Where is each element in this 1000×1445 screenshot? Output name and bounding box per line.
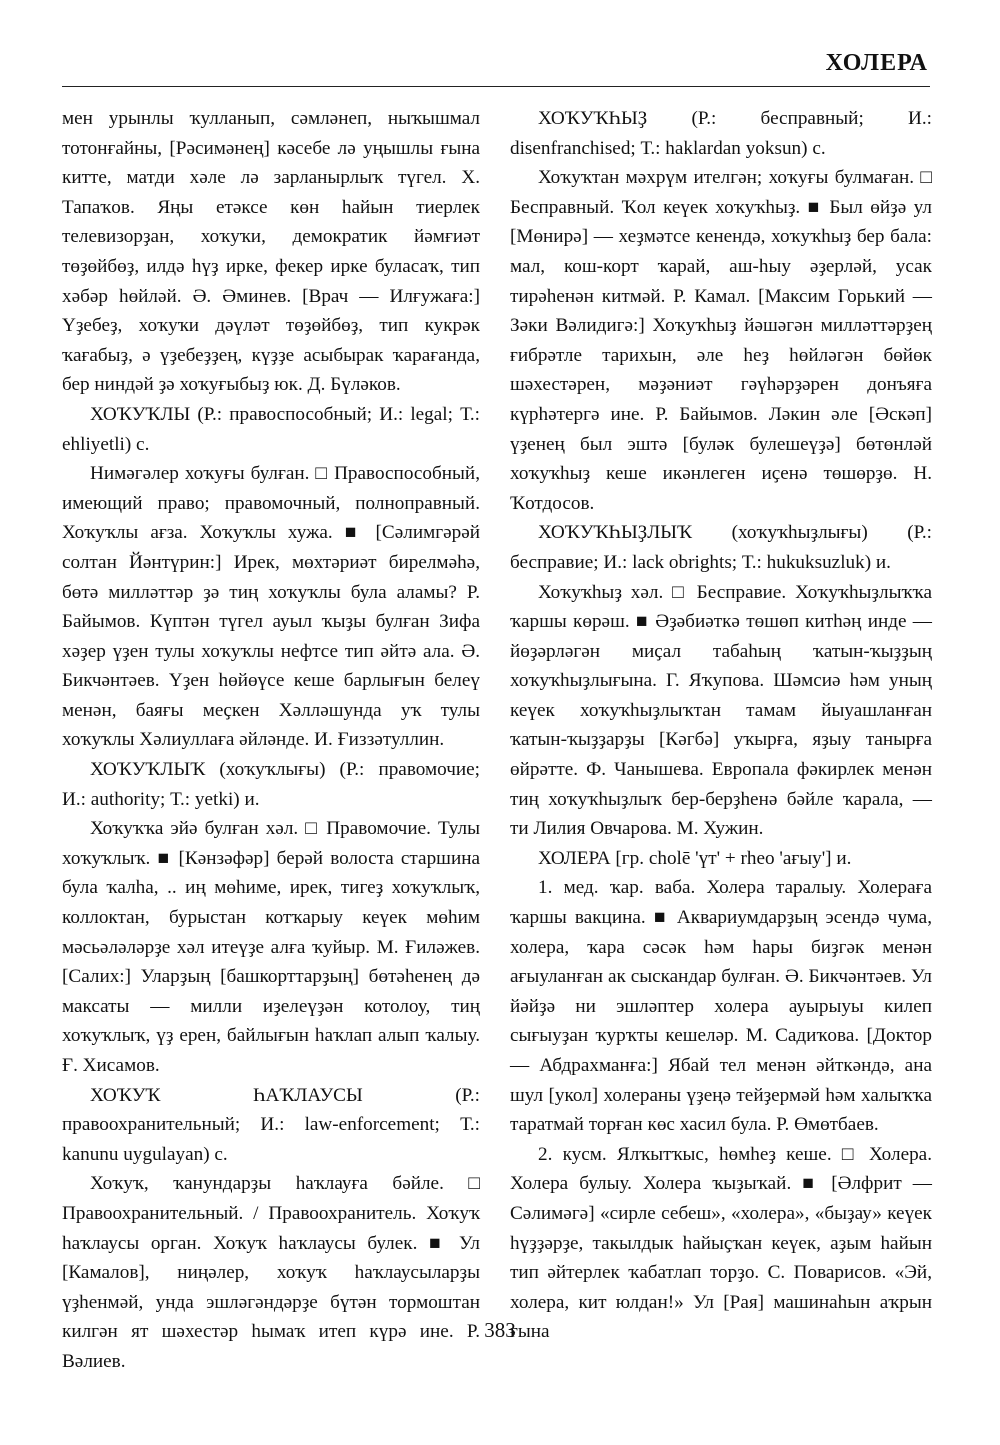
entry-hoquqhyzlyq-body: Хоҡуҡһыҙ хәл. □ Бесправие. Хоҡуҡһыҙлыҡҡа ҡаршы көрәш. ■ Әҙәбиәткә төшөп китһәң инде — йөҙәрләгән миҫал табаһың ҡатын-ҡыҙҙың хоҡуҡһыҙлығына. Г. Яҡупова. Шәмсиә һәм уның кеүек хоҡуҡһыҙлыҡтан тамам йыуашланған ҡатын-ҡыҙҙарҙы [Кәгбә] уҡырға, яҙыу танырға өйрәтте. Ф. Чанышева. Европала фәкирлек менән тиң хоҡуҡһыҙлыҡ бер-берҙһенә бәйле ҡарала, — ти Лилия Овчарова. М. Хужин. — [510, 581, 932, 840]
entry-hoquqlyq-body: Хоҡуҡҡа эйә булған хәл. □ Правомочие. Тулы хоҡуҡлыҡ. ■ [Кәнзәфәр] берәй волоста старшина була ҡалһа, .. иң мөһиме, ирек, тигеҙ хоҡуҡлыҡ, коллоктан, бурыстан котҡарыу кеүек мөһим мәсьәләләрҙе хәл итеүҙе алға ҡуйыр. М. Ғиләжев. [Салих:] Уларҙың [башкорттарҙың] бөтәһенең дә максаты — милли иҙелеүҙән котолоу, тиң хоҡуҡлыҡ, үҙ ерен, байлығын һаҡлап алып ҡалыу. Ғ. Хисамов. — [62, 818, 480, 1076]
entry-hoquq-haqlausy-body: Хоҡуҡ, ҡанундарҙы һаҡлауға бәйле. □ Правоохранительный. / Правоохранитель. Хоҡуҡ һаҡлаусы орган. Хоҡуҡ һаҡлаусы булек. ■ Ул [Камалов], ниңәлер, хоҡуҡ һаҡлаусыларҙы үҙһенмәй, унда эшләгәндәрҙе бүтән тормоштан килгән ят шәхестәр һымаҡ итеп күрә ине. Р. Вәлиев. — [62, 1173, 480, 1372]
entry-hoquqhyzlyq-headword: ХОҠУҠҺЫҘЛЫҠ (хоҡуҡһыҙлығы) (Р.: бесправие; И.: lack obrights; Т.: hukuksuzluk) и. — [510, 522, 932, 573]
entry-hoquq-haqlausy-headword: ХОҠУҠ ҺАҠЛАУСЫ (Р.: правоохранительный; И.: law-enforcement; Т.: kanunu uygulayan) с. — [62, 1084, 480, 1165]
entry-hoquqly-headword: ХОҠУҠЛЫ (Р.: правоспособный; И.: legal; Т.: ehliyetli) с. — [62, 403, 480, 455]
page-number: 383 — [484, 1318, 516, 1342]
entry-hoquqhyz-body: Хоҡуҡтан мәхрүм ителгән; хоҡуғы булмаған. □ Бесправный. Ҡол кеүек хоҡуҡһыҙ. ■ Был өйҙә ул [Мөнирә] — хеҙмәтсе кенендә, хоҡуҡһыҙ бер бала: мал, кош-корт ҡарай, аш-һыу әҙерләй, усак тирәһенән китмәй. Р. Камал. [Максим Горький — Зәки Вәлидигә:] Хоҡуҡһыҙ йәшәгән милләттәрҙең ғибрәтле тарихын, әле һеҙ һөйләгән бөйөк шәхестәрен, мәҙәниәт гәүһәрҙәрен донъяға күрһәтергә ине. Р. Байымов. Ләкин әле [Әскәп] үҙенең был эштә [буләк булешеүҙә] бөтөнләй хоҡуҡһыҙ кеше икәнлеген иҫенә төшөрҙө. Н. Ҡотдосов. — [510, 167, 932, 514]
entry-hoquqhyz-headword: ХОҠУҠҺЫҘ (Р.: бесправный; И.: disenfranchised; Т.: haklardan yoksun) с. — [510, 108, 932, 159]
header-rule — [62, 86, 930, 87]
entry-hoquqlyq-headword: ХОҠУҠЛЫҠ (хоҡуҡлығы) (Р.: правомочие; И.: authority; Т.: yetki) и. — [62, 759, 480, 810]
running-head: ХОЛЕРА — [825, 50, 928, 76]
entry-holera-sense-2: 2. кусм. Ялҡытҡыс, һөмһеҙ кеше. □ Холера. Холера булыу. Холера ҡыҙыҡай. ■ [Әлфрит — Сәлимәгә] «сирле себеш», «холера», «быҙау» кеүек һүҙҙәрҙе, такылдык һайыҫҡан кеүек, аҙым һайын тип әйтерлек ҡабатлап торҙо. С. Поварисов. «Эй, холера, кит юлдан!» Ул [Рая] машинаһын аҡрын ғына — [510, 1143, 932, 1343]
entry-holera-sense-1: 1. мед. ҡар. ваба. Холера таралыу. Холераға ҡаршы вакцина. ■ Аквариумдарҙың эсендә чума, холера, ҡара сәсәк һәм һары биҙгәк менән ағыуланған ак сыскандар булған. Ә. Бикчәнтәев. Ул йәйҙә ни эшләптер холера ауырыуы килеп сығыуҙан ҡурҡты кешеләр. М. Садиҡова. [Доктор — Абдрахманға:] Ябай тел менән әйткәндә, ана шул [укол] холераны үҙеңә тейҙермәй һәм халыҡҡа таратмай торған көс хасил була. Р. Өмөтбаев. — [510, 877, 932, 1136]
entry-hoquqly-body: Нимәгәлер хоҡуғы булған. □ Правоспособный, имеющий право; правомочный, полноправный. Хоҡуҡлы ағза. Хоҡуҡлы хужа. ■ [Сәлимгәрәй солтан Йәнтүрин:] Ирек, мөхтәриәт бирелмәһә, бөтә милләттәр ҙә тиң хоҡуҡлы була аламы? Р. Байымов. Күптән түгел ауыл ҡыҙы булған Зифа хәҙер үҙен тулы хоҡуҡлы нефтсе тип әйтә ала. Ә. Бикчәнтәев. Үҙен һөйөүсе кеше барлығын белеү менән, баяғы меҫкен Хәлләшунда уҡ тулы хоҡуҡлы Хәлиуллаға әйләнде. И. Ғиззәтуллин. — [62, 463, 480, 751]
entry-holera-headword: ХОЛЕРА [гр. cholē 'үт' + rheo 'ағыу'] и. — [538, 847, 852, 869]
right-column — [510, 104, 932, 1347]
entry-continuation: мен урынлы ҡулланып, сәмләнеп, ныҡышмал тотонғайны, [Рәсимәнең] кәсебе лә уңышлы ғына китте, матди хәле лә зарланырлыҡ түгел. Х. Тапаҡов. Яңы етәксе көн һайын тиерлек телевизорҙан, хоҡуҡи, демократик йәмғиәт төҙөйбөҙ, илдә һүҙ ирке, фекер ирке буласаҡ, тип хәбәр һөйләй. Ә. Әминев. [Врач — Илғужаға:] Үҙебеҙ, хоҡуҡи дәүләт төҙөйбөҙ, тип кукрәк ҡағабыҙ, ә үҙебеҙҙең, күҙҙе асыбырак ҡарағанда, бер ниндәй ҙә хоҡуғыбыҙ юк. Д. Бүләков. — [62, 108, 480, 396]
left-column — [62, 104, 480, 1377]
